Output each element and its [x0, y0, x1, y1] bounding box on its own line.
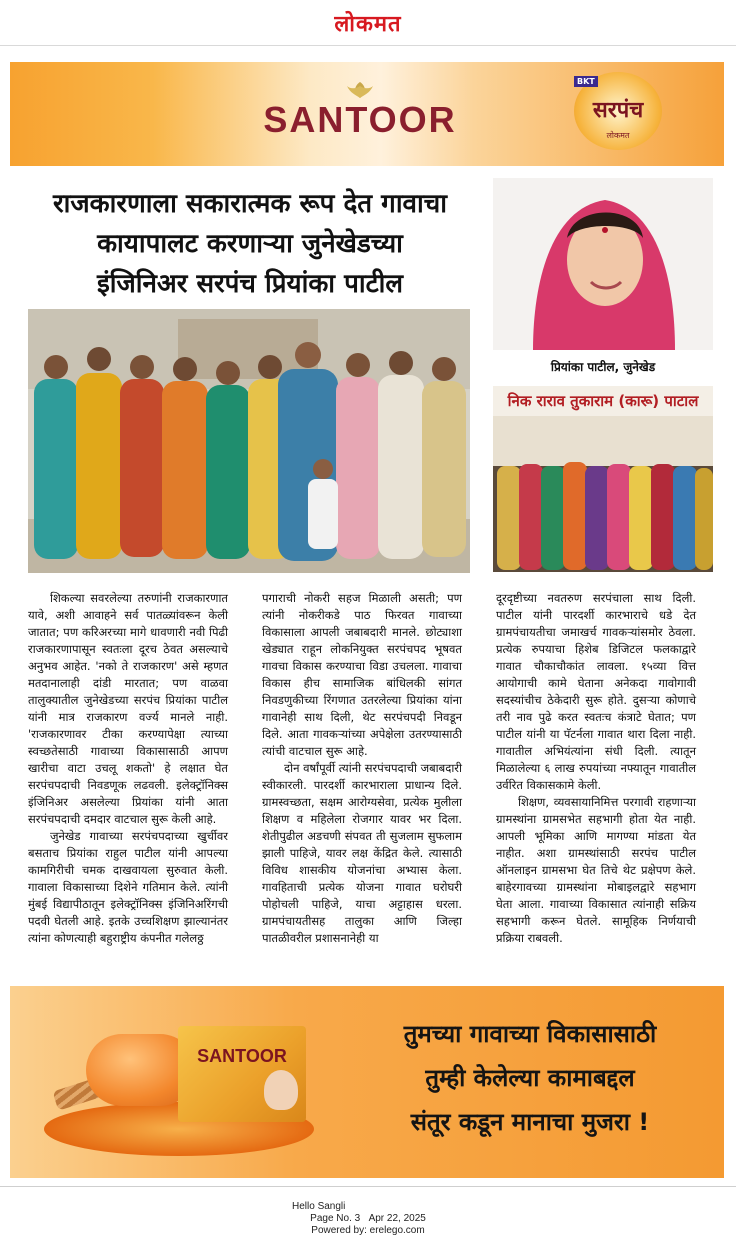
soap-pack [178, 1026, 306, 1122]
top-advertisement-banner [10, 62, 724, 166]
article-paragraph: शिकल्या सवरलेल्या तरुणांनी राजकारणात यावे, अशी आवाहने सर्व पातळ्यांवरून केली जातात; पण करिअरच्या मागे धावणारी नवी पिढी राजकारणापासून स्वतःला दूरच ठेवत असल्याचे अनुभव आहेत. 'नको ते राजकारण' असे म्हणत मतदानालाही दांडी मारतात; पण वाळवा तालुक्यातील जुनेखेडच्या सरपंच प्रियांका पाटील यांनी मात्र राजकारण वर्ज्य मानले नाही. 'राजकारणावर टीका करण्यापेक्षा त्याच्या स्वच्छतेसाठी गावाच्या विकासासाठी आपण खारीचा वाटा उचलू शकतो' हे लक्षात घेत सरपंचपदाची निवडणूक लढवली. इलेक्ट्रॉनिक्स इंजिनिअर असलेल्या प्रियांका यांनी आता सरपंचपदाची दमदार वाटचाल सुरू केली आहे. [28, 591, 228, 826]
sarpanch-portrait-photo [493, 178, 713, 350]
article-paragraph: शिक्षण, व्यवसायानिमित्त परगावी राहणाऱ्या ग्रामस्थांना ग्रामसभेत सहभागी होता येत नाही. आपली भूमिका आणि मागण्या मांडता येत नाहीत. अशा ग्रामस्थांसाठी सरपंच पाटील ऑनलाइन ग्रामसभा घेत तिचे थेट प्रक्षेपण केले. बाहेरगावच्या ग्रामस्थांना मोबाइलद्वारे सहभाग घेता आला. गावाच्या विकासात त्यांनाही सक्रिय सहभागी करून घेतले. सामूहिक निर्णयाची प्रक्रिया राबवली. [496, 795, 696, 945]
powered-by-credit: Powered by: erelego.com [311, 1225, 425, 1236]
article-paragraph: दोन वर्षांपूर्वी त्यांनी सरपंचपदाची जबाबदारी स्वीकारली. पारदर्शी कारभाराला प्राधान्य दिले. ग्रामस्वच्छता, सक्षम आरोग्यसेवा, प्रत्येक मुलीला शिक्षण व महिलेला रोजगार यावर भर दिला. शेतीपुढील अडचणी संपवत ती सुजलाम सुफलाम झाली पाहिजे, यावर लक्ष केंद्रित केले. त्यासाठी विविध शासकीय योजनांचा अभ्यास केला. गावहिताची प्रत्येक योजना गावात घरोघरी पोहोचली पाहिजे, याचा अट्टाहास धरला. ग्रामपंचायतीसह तालुका आणि जिल्हा पातळीवरील प्रशासनानेही या [262, 761, 462, 945]
portrait-illustration [493, 178, 713, 350]
portrait-caption: प्रियांका पाटील, जुनेखेड [550, 360, 656, 374]
page-footer [0, 1186, 736, 1244]
tribute-line: संतूर कडून मानाचा मुजरा ! [410, 1108, 650, 1136]
santoor-brand [250, 80, 470, 140]
felicitation-group-photo [493, 386, 713, 572]
page-number: Page No. 3 [310, 1213, 361, 1224]
event-title: सरपंच [592, 98, 644, 123]
article-paragraph: जुनेखेड गावाच्या सरपंचपदाच्या खुर्चीवर बसताच प्रियांका राहुल पाटील यांनी आपल्या कामगिरीची चमक दाखवायला सुरुवात केली. गावाला विकासाच्या दिशेने गतिमान केले. त्यांनी मुंबई विद्यापीठातून इलेक्ट्रॉनिक्स इंजिनिअरिंगची पदवी घेतली आहे. इतके उच्चशिक्षण झाल्यानंतर त्यांना कोणत्याही बहुराष्ट्रीय कंपनीत गलेलठ्ठ [28, 829, 228, 945]
edition-name: Hello Sangli [292, 1201, 346, 1212]
group-photo-illustration [28, 309, 470, 573]
article-column-2 [262, 590, 462, 947]
pack-model-image [264, 1070, 298, 1110]
tribute-message [350, 1012, 710, 1144]
page-info [0, 1213, 736, 1224]
article-paragraph: पगाराची नोकरी सहज मिळाली असती; पण त्यांनी नोकरीकडे पाठ फिरवत गावाच्या विकासाला आपली जबाबदारी मानले. छोट्याशा खेड्यात राहून लोकनियुक्त सरपंचपद भूषवत गावचा विकास करण्याचा विडा उचलला. गावाचा विकास हीच सामाजिक बांधिलकी सांगत निवडणुकीच्या रिंगणात उतरलेल्या प्रियांका यांना गावानेही साथ दिली, थेट सरपंचपदी निवडून दिले. आता गावकऱ्यांच्या अपेक्षेला उतरण्यासाठी त्यांची वाटचाल सुरू आहे. [262, 591, 462, 758]
group-photo-banner-text: निक राराव तुकाराम (कारू) पाटाल [493, 386, 713, 416]
sponsor-tag: BKT [574, 76, 598, 87]
article-paragraph: दूरदृष्टीच्या नवतरुण सरपंचाला साथ दिली. पाटील यांनी पारदर्शी कारभाराचे धडे देत ग्रामपंचायतीचा जमाखर्च गावकऱ्यांसमोर ठेवला. प्रत्येक रुपयाचा हिशेब डिजिटल फलकाद्वारे गावात चौकाचौकांत लावला. १५व्या वित्त आयोगाची कामे घेताना अनेकदा गावोगावी सदस्यांचीच ठेकेदारी सुरू होते. दुसऱ्या कोणाचे तरी नाव पुढे करत स्वतःच कंत्राटे घेतात; पण पाटील यांनी या पॅटर्नला गावात थारा दिला नाही. गावातील अभियंत्यांना संधी दिली. त्यातून मिळालेल्या ६ लाख रुपयांच्या नफ्यातून गावातील उर्वरित विकासकामे केली. [496, 591, 696, 792]
leaf-icon [344, 80, 376, 100]
sarpanch-event-logo [570, 68, 666, 154]
headline-line: राजकारणाला सकारात्मक रूप देत गावाचा [53, 189, 447, 219]
article-column-1 [28, 590, 228, 947]
newspaper-logo: लोकमत [334, 11, 402, 37]
pack-brand-name: SANTOOR [197, 1046, 287, 1066]
event-subtitle: लोकमत [606, 131, 630, 140]
article-column-3 [496, 590, 696, 947]
tribute-line: तुमच्या गावाच्या विकासासाठी [403, 1020, 657, 1048]
tribute-line: तुम्ही केलेल्या कामाबद्दल [425, 1064, 635, 1092]
bottom-advertisement-banner [10, 986, 724, 1178]
article-headline [22, 184, 478, 304]
village-women-group-photo [28, 309, 470, 573]
brand-name: SANTOOR [263, 99, 457, 140]
issue-date: Apr 22, 2025 [368, 1213, 426, 1224]
masthead [0, 0, 736, 46]
headline-line: कायापालट करणाऱ्या जुनेखेडच्या [97, 229, 403, 259]
headline-line: इंजिनिअर सरपंच प्रियांका पाटील [96, 269, 404, 299]
